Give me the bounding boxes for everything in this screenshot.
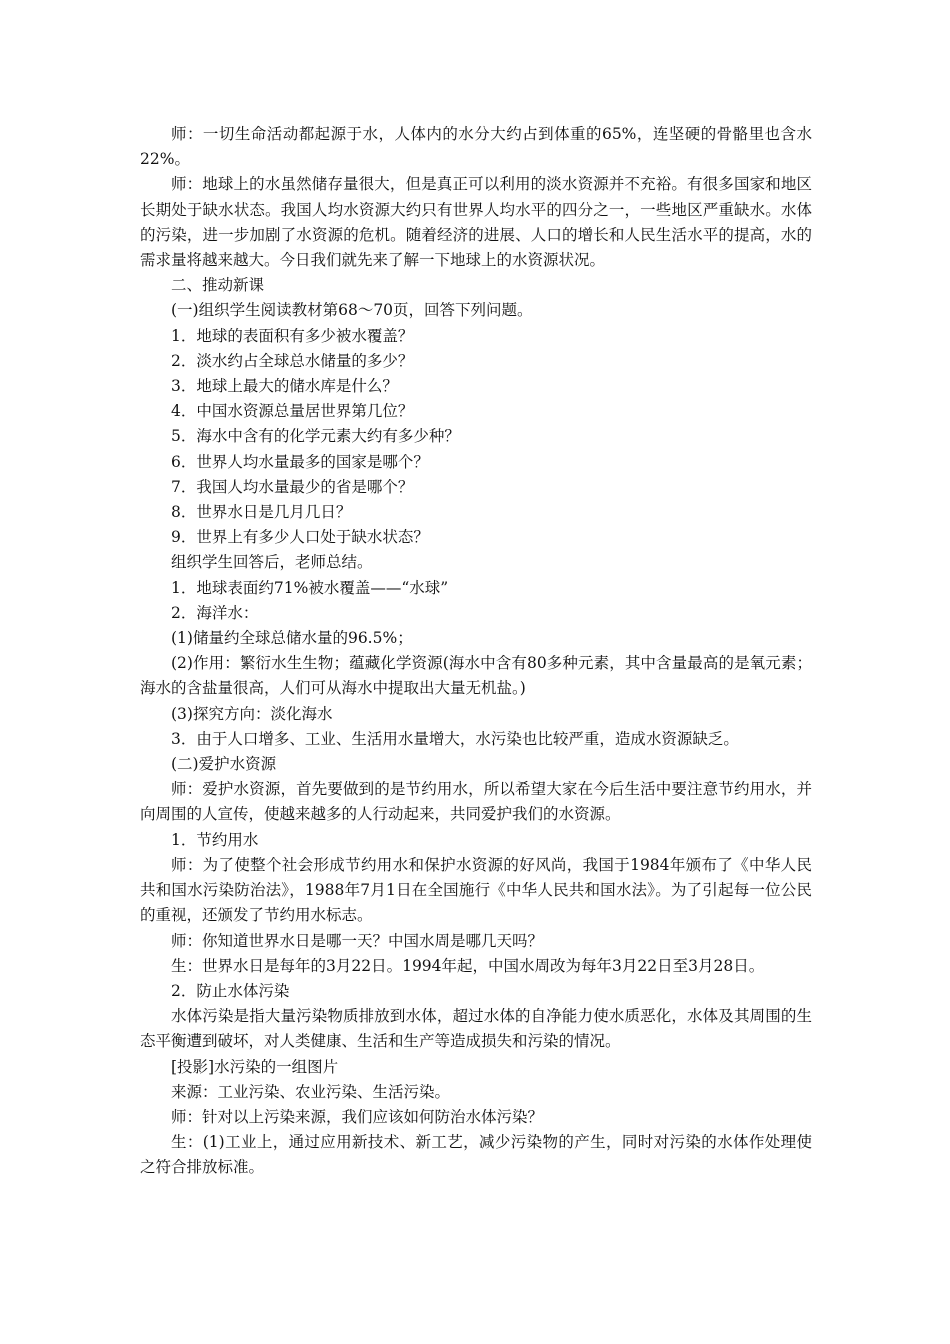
paragraph-protect: 师：爱护水资源，首先要做到的是节约用水，所以希望大家在今后生活中要注意节约用水，并向周围的人宣传，使越来越多的人行动起来，共同爱护我们的水资源。 bbox=[140, 780, 812, 824]
question-2: 2．淡水约占全球总水储量的多少？ bbox=[171, 351, 414, 370]
paragraph-answer-day: 生：世界水日是每年的3月22日。1994年起，中国水周改为每年3月22日至3月28日。 bbox=[171, 956, 765, 975]
summary-intro: 组织学生回答后，老师总结。 bbox=[171, 553, 373, 572]
question-9: 9．世界上有多少人口处于缺水状态？ bbox=[171, 528, 429, 547]
summary-2: 2．海洋水： bbox=[171, 603, 259, 622]
question-3: 3．地球上最大的储水库是什么？ bbox=[171, 377, 398, 396]
summary-2-2: (2)作用：繁衍水生生物；蕴藏化学资源(海水中含有80多种元素，其中含量最高的是氧元素；海水的含盐量很高，人们可从海水中提取出大量无机盐。) bbox=[140, 654, 812, 698]
summary-1: 1．地球表面约71%被水覆盖——“水球” bbox=[171, 578, 449, 597]
section-heading: 二、推动新课 bbox=[171, 276, 265, 295]
paragraph-sources: 来源：工业污染、农业污染、生活污染。 bbox=[171, 1082, 451, 1101]
document-page bbox=[140, 122, 812, 1181]
paragraph-2: 师：地球上的水虽然储存量很大，但是真正可以利用的淡水资源并不充裕。有很多国家和地区长期处于缺水状态。我国人均水资源大约只有世界人均水平的四分之一，一些地区严重缺水。水体的污染，进一步加剧了水资源的危机。随着经济的进展、人口的增长和人民生活水平的提高，水的需求量将越来越大。今日我们就先来了解一下地球上的水资源状况。 bbox=[140, 175, 812, 270]
question-8: 8．世界水日是几月几日？ bbox=[171, 503, 352, 522]
question-4: 4．中国水资源总量居世界第几位？ bbox=[171, 402, 414, 421]
question-6: 6．世界人均水量最多的国家是哪个？ bbox=[171, 452, 429, 471]
item-prevent-pollution: 2．防止水体污染 bbox=[171, 981, 290, 1000]
paragraph-projection: [投影]水污染的一组图片 bbox=[171, 1057, 339, 1076]
subsection-heading: (二)爱护水资源 bbox=[171, 755, 277, 774]
summary-3: 3．由于人口增多、工业、生活用水量增大，水污染也比较严重，造成水资源缺乏。 bbox=[171, 729, 739, 748]
paragraph-instruction: (一)组织学生阅读教材第68～70页，回答下列问题。 bbox=[171, 301, 533, 320]
paragraph-teacher-question: 师：针对以上污染来源，我们应该如何防治水体污染？ bbox=[171, 1107, 544, 1126]
question-7: 7．我国人均水量最少的省是哪个？ bbox=[171, 477, 414, 496]
paragraph-law: 师：为了使整个社会形成节约用水和保护水资源的好风尚，我国于1984年颁布了《中华人民共和国水污染防治法》，1988年7月1日在全国施行《中华人民共和国水法》。为了引起每一位公民的重视，还颁发了节约用水标志。 bbox=[140, 855, 812, 925]
paragraph-1: 师：一切生命活动都起源于水，人体内的水分大约占到体重的65%，连坚硬的骨骼里也含水22%。 bbox=[140, 125, 812, 169]
item-save-water: 1．节约用水 bbox=[171, 830, 259, 849]
paragraph-question-day: 师：你知道世界水日是哪一天？中国水周是哪几天吗？ bbox=[171, 931, 544, 950]
question-1: 1．地球的表面积有多少被水覆盖？ bbox=[171, 326, 414, 345]
summary-2-1: (1)储量约全球总储水量的96.5%； bbox=[171, 629, 413, 648]
paragraph-student-answer: 生：(1)工业上，通过应用新技术、新工艺，减少污染物的产生，同时对污染的水体作处理使之符合排放标准。 bbox=[140, 1133, 812, 1177]
summary-2-3: (3)探究方向：淡化海水 bbox=[171, 704, 333, 723]
paragraph-pollution-definition: 水体污染是指大量污染物质排放到水体，超过水体的自净能力使水质恶化，水体及其周围的生态平衡遭到破坏，对人类健康、生活和生产等造成损失和污染的情况。 bbox=[140, 1007, 812, 1051]
question-5: 5．海水中含有的化学元素大约有多少种？ bbox=[171, 427, 460, 446]
